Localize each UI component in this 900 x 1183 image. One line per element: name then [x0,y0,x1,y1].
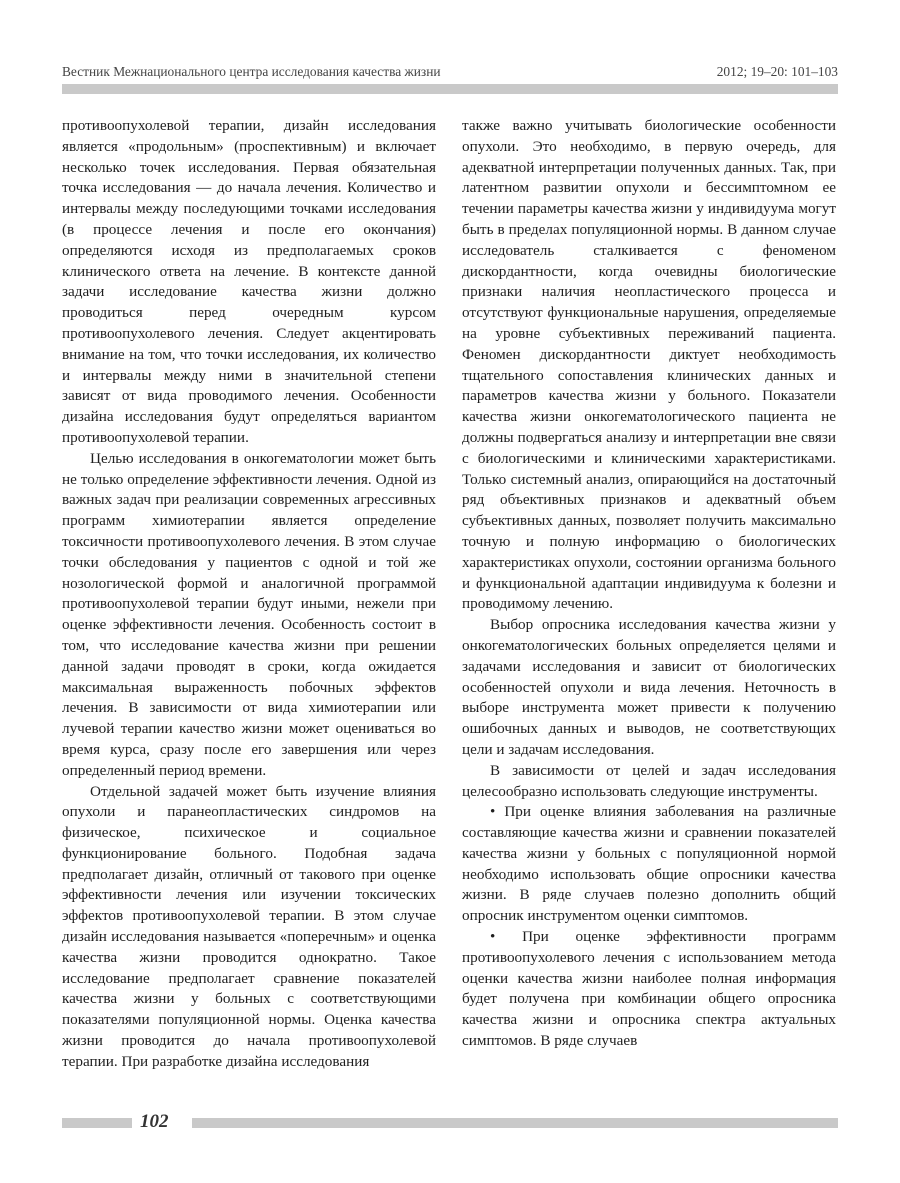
left-column [62,116,436,1073]
paragraph: также важно учитывать биологические особенности опухоли. Это необходимо, в первую очередь, для адекватной интерпретации полученных данных. Так, при латентном развитии опухоли и бессимптомном ее течении параметры качества жизни у индивидуума могут быть в пределах популяционной нормы. В данном случае исследователь сталкивается с феноменом дискордантности, когда очевидны биологические признаки наличия неопластического процесса и отсутствуют функциональные нарушения, определяемые на уровне субъективных переживаний пациента. Феномен дискордантности диктует необходимость тщательного сопоставления клинических данных и параметров качества жизни у больного. Показатели качества жизни онкогематологического пациента не должны подвергаться анализу и интерпретации вне связи с биологическими и клиническими характеристиками. Только системный анализ, опирающийся на достаточный ряд объективных признаков и адекватный объем субъективных данных, позволяет получить максимально точную и полную информацию о биологических характеристиках опухоли, состоянии организма больного и функциональной адаптации индивидуума к болезни и проводимому лечению. [462,117,836,613]
paragraph: противоопухолевой терапии, дизайн исследования является «продольным» (проспективным) и включает несколько точек исследования. Первая обязательная точка исследования — до начала лечения. Количество и интервалы между последующими точками исследования (в процессе лечения и после его окончания) определяются исходя из предполагаемых сроков клинического ответа на лечение. В контексте данной задачи исследование качества жизни должно проводиться перед очередным курсом противоопухолевого лечения. Следует акцентировать внимание на том, что точки исследования, их количество и интервалы между ними в значительной степени зависят от вида проводимого лечения. Особенности дизайна исследования будут определяться вариантом противоопухолевой терапии. [62,117,436,446]
paragraph: Выбор опросника исследования качества жизни у онкогематологических больных определяется целями и задачами исследования и зависит от биологических особенностей опухоли и вида лечения. Неточность в выборе инструмента может привести к получению ошибочных данных и выводов, не соответствующих цели и задачам исследования. [462,616,836,758]
right-column [462,116,836,1052]
journal-title: Вестник Межнационального центра исследования качества жизни [62,64,441,79]
footer-rule-left [62,1118,132,1128]
paragraph: Целью исследования в онкогематологии может быть не только определение эффективности лечения. Одной из важных задач при реализации современных агрессивных программ химиотерапии является определение токсичности противоопухолевого лечения. В этом случае точки обследования у пациентов с одной и той же нозологической формой и аналогичной программой противоопухолевой терапии будут иными, нежели при оценке эффективности лечения. Особенность состоит в том, что исследование качества жизни при решении данной задачи проводят в сроки, когда ожидается максимальная выраженность побочных эффектов лечения. В зависимости от вида химиотерапии или лучевой терапии качество жизни может оцениваться во время курса, сразу после его завершения или через определенный период времени. [62,449,436,779]
header-rule [62,84,838,94]
issue-citation: 2012; 19–20: 101–103 [716,64,838,79]
page-number: 102 [140,1111,169,1132]
running-header [62,64,838,82]
footer-rule-right [192,1118,838,1128]
paragraph: Отдельной задачей может быть изучение влияния опухоли и паранеопластических синдромов на физическое, психическое и социальное функционирование больного. Подобная задача предполагает дизайн, отличный от такового при оценке эффективности лечения или изучении токсических эффектов противоопухолевой терапии. В этом случае дизайн исследования называется «поперечным» и оценка качества жизни проводится однократно. Такое исследование предполагает сравнение показателей качества жизни у больных с соответствующими показателями популяционной нормы. Оценка качества жизни проводится до начала противоопухолевой терапии. При разработке дизайна исследования [62,782,436,1070]
bullet-paragraph: • При оценке влияния заболевания на различные составляющие качества жизни и сравнении показателей качества жизни у больных с популяционной нормой необходимо использовать общие опросники качества жизни. В ряде случаев полезно дополнить общий опросник инструментом оценки симптомов. [462,803,836,925]
paragraph: В зависимости от целей и задач исследования целесообразно использовать следующие инструменты. [462,761,836,800]
bullet-paragraph: • При оценке эффективности программ противоопухолевого лечения с использованием метода оценки качества жизни наиболее полная информация будет получена при комбинации общего опросника качества жизни и опросника спектра актуальных симптомов. В ряде случаев [462,928,836,1050]
